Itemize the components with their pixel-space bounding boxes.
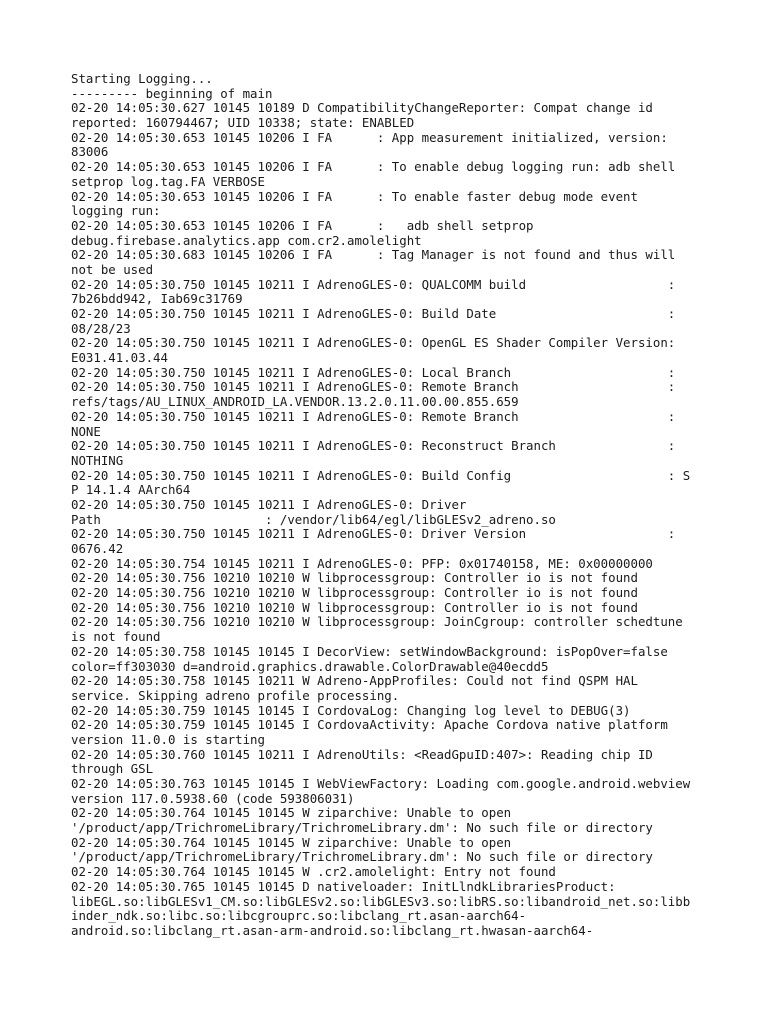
log-line: 08/28/23 — [71, 320, 131, 336]
log-line: Starting Logging... — [71, 71, 213, 86]
log-line: 02-20 14:05:30.759 10145 10145 I CordovaActivity: Apache Cordova native platform — [71, 717, 668, 733]
log-line: E031.41.03.44 — [71, 350, 168, 366]
log-line: version 11.0.0 is starting — [71, 731, 265, 747]
log-line: 02-20 14:05:30.750 10145 10211 I AdrenoGLES-0: Remote Branch : — [71, 408, 676, 424]
log-line: 02-20 14:05:30.653 10145 10206 I FA : adb shell setprop — [71, 217, 534, 233]
log-line: 7b26bdd942, Iab69c31769 — [71, 291, 243, 307]
log-line: 02-20 14:05:30.764 10145 10145 W ziparchive: Unable to open — [71, 805, 512, 821]
log-line: 02-20 14:05:30.756 10210 10210 W libprocessgroup: JoinCgroup: controller schedtune — [71, 614, 683, 630]
log-line: P 14.1.4 AArch64 — [71, 482, 191, 498]
log-line: 02-20 14:05:30.750 10145 10211 I AdrenoGLES-0: Build Config : S — [71, 467, 691, 483]
log-line: 0676.42 — [71, 541, 124, 556]
log-line: 02-20 14:05:30.758 10145 10145 I DecorView: setWindowBackground: isPopOver=false — [71, 643, 668, 659]
log-line: NOTHING — [71, 452, 124, 468]
log-line: 02-20 14:05:30.763 10145 10145 I WebViewFactory: Loading com.google.android.webview — [71, 776, 691, 791]
log-line: Path : /vendor/lib64/egl/libGLESv2_adreno.so — [71, 511, 556, 527]
log-line: 02-20 14:05:30.764 10145 10145 W ziparchive: Unable to open — [71, 834, 512, 850]
log-line: 83006 — [71, 144, 109, 160]
log-line: logging run: — [71, 203, 161, 219]
log-line: libEGL.so:libGLESv1_CM.so:libGLESv2.so:libGLESv3.so:libRS.so:libandroid_net.so:libb — [71, 893, 691, 909]
log-line: 02-20 14:05:30.750 10145 10211 I AdrenoGLES-0: Driver Version : — [71, 526, 676, 542]
log-line: NONE — [71, 423, 101, 439]
log-line: reported: 160794467; UID 10338; state: ENABLED — [71, 115, 415, 131]
log-line: 02-20 14:05:30.764 10145 10145 W .cr2.amolelight: Entry not found — [71, 864, 556, 880]
log-line: debug.firebase.analytics.app com.cr2.amolelight — [71, 232, 422, 248]
log-line: --------- beginning of main — [71, 85, 273, 101]
log-line: inder_ndk.so:libc.so:libcgrouprc.so:libclang_rt.asan-aarch64- — [71, 908, 527, 924]
log-line: version 117.0.5938.60 (code 593806031) — [71, 790, 355, 806]
log-line: 02-20 14:05:30.756 10210 10210 W libprocessgroup: Controller io is not found — [71, 585, 638, 601]
log-line: 02-20 14:05:30.759 10145 10145 I CordovaLog: Changing log level to DEBUG(3) — [71, 702, 631, 718]
log-line: 02-20 14:05:30.653 10145 10206 I FA : To enable debug logging run: adb shell — [71, 159, 676, 175]
log-line: '/product/app/TrichromeLibrary/TrichromeLibrary.dm': No such file or directory — [71, 820, 653, 836]
log-line: 02-20 14:05:30.750 10145 10211 I AdrenoGLES-0: QUALCOMM build : — [71, 276, 676, 292]
log-line: 02-20 14:05:30.758 10145 10211 W Adreno-AppProfiles: Could not find QSPM HAL — [71, 673, 638, 689]
log-line: 02-20 14:05:30.683 10145 10206 I FA : Tag Manager is not found and thus will — [71, 247, 676, 263]
log-line: 02-20 14:05:30.653 10145 10206 I FA : To enable faster debug mode event — [71, 188, 638, 204]
log-line: 02-20 14:05:30.653 10145 10206 I FA : App measurement initialized, version: — [71, 129, 668, 145]
log-line: 02-20 14:05:30.627 10145 10189 D CompatibilityChangeReporter: Compat change id — [71, 100, 653, 116]
log-line: '/product/app/TrichromeLibrary/TrichromeLibrary.dm': No such file or directory — [71, 849, 653, 865]
log-line: 02-20 14:05:30.760 10145 10211 I AdrenoUtils: <ReadGpuID:407>: Reading chip ID — [71, 746, 653, 762]
log-line: 02-20 14:05:30.750 10145 10211 I AdrenoGLES-0: Reconstruct Branch : — [71, 438, 676, 454]
log-line: not be used — [71, 261, 154, 277]
log-line: through GSL — [71, 761, 154, 777]
log-line: 02-20 14:05:30.756 10210 10210 W libprocessgroup: Controller io is not found — [71, 599, 638, 615]
log-line: refs/tags/AU_LINUX_ANDROID_LA.VENDOR.13.2.0.11.00.00.855.659 — [71, 394, 519, 410]
log-line: setprop log.tag.FA VERBOSE — [71, 173, 265, 189]
log-line: 02-20 14:05:30.750 10145 10211 I AdrenoGLES-0: OpenGL ES Shader Compiler Version: — [71, 335, 676, 351]
log-document — [71, 72, 711, 939]
log-line: 02-20 14:05:30.750 10145 10211 I AdrenoGLES-0: Build Date : — [71, 306, 676, 321]
log-line: color=ff303030 d=android.graphics.drawable.ColorDrawable@40ecdd5 — [71, 658, 549, 674]
log-line: is not found — [71, 629, 161, 645]
log-line: android.so:libclang_rt.asan-arm-android.so:libclang_rt.hwasan-aarch64- — [71, 922, 594, 938]
log-line: service. Skipping adreno profile processing. — [71, 687, 400, 703]
log-line: 02-20 14:05:30.750 10145 10211 I AdrenoGLES-0: Remote Branch : — [71, 379, 676, 395]
log-line: 02-20 14:05:30.765 10145 10145 D nativeloader: InitLlndkLibrariesProduct: — [71, 878, 616, 894]
log-line: 02-20 14:05:30.750 10145 10211 I AdrenoGLES-0: Driver — [71, 496, 467, 512]
log-line: 02-20 14:05:30.754 10145 10211 I AdrenoGLES-0: PFP: 0x01740158, ME: 0x00000000 — [71, 555, 653, 571]
log-line: 02-20 14:05:30.756 10210 10210 W libprocessgroup: Controller io is not found — [71, 570, 638, 586]
log-line: 02-20 14:05:30.750 10145 10211 I AdrenoGLES-0: Local Branch : — [71, 364, 676, 380]
